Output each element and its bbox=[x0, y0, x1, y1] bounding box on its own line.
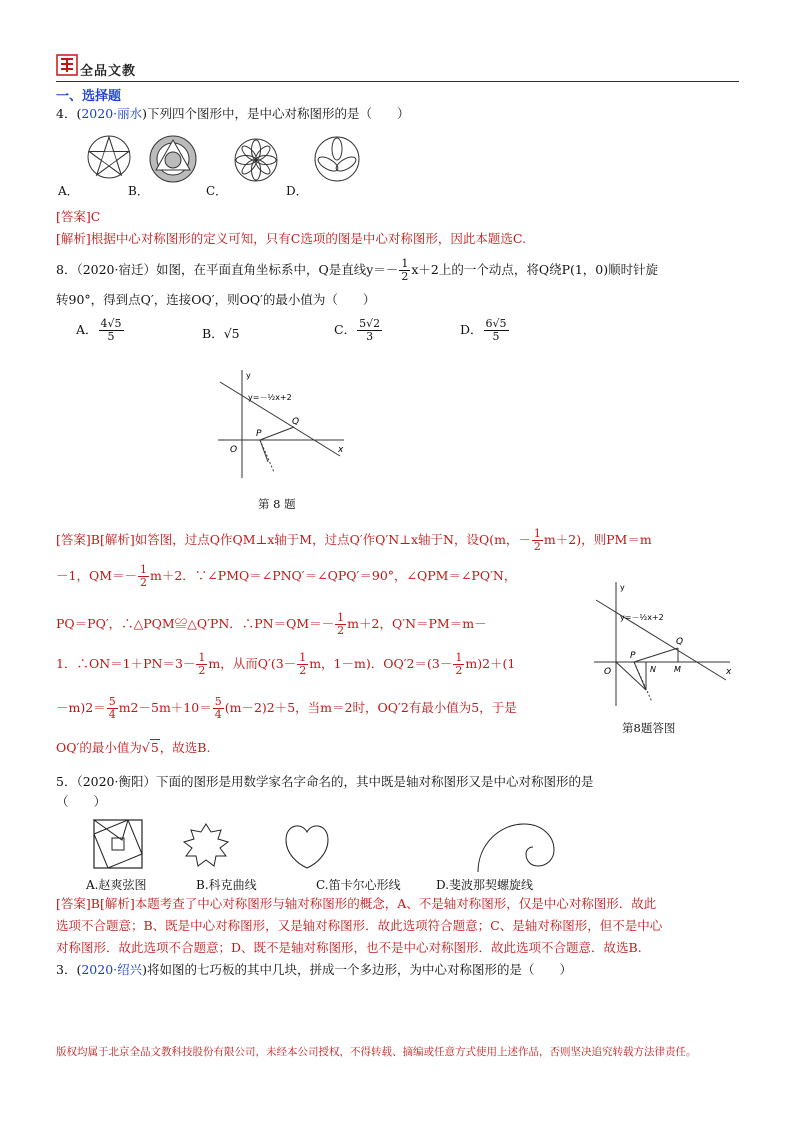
q8-solution-line1: [答案]B[解析]如答图，过点Q作QM⊥x轴于M，过点Q′作Q′N⊥x轴于N，设Q(m，－ $\frac{1}{2}$ m＋2)，则PM＝m bbox=[56, 527, 652, 553]
q8-solution-line5: －m)2＝ $\frac{5}{4}$ m2－5m＋10＝ $\frac{5}{4}$ (m－2)2＋5，当m＝2时，OQ′2有最小值为5，于是 bbox=[56, 695, 517, 721]
q5-option-a-zhao-shuang-figure bbox=[92, 818, 144, 870]
q8-solution-line2: －1，QM＝－ $\frac{1}{2}$ m＋2．∵∠PMQ＝∠PNQ′＝∠QPQ′＝90°，∠QPM＝∠PQ′N， bbox=[56, 563, 517, 589]
fig2-m-label: M bbox=[674, 665, 681, 674]
q8-solution-line3: PQ＝PQ′，∴△PQM≌△Q′PN．∴PN＝QM＝－ $\frac{1}{2}$ m＋2，Q′N＝PM＝m－ bbox=[56, 611, 487, 637]
q4-option-c-label: C． bbox=[206, 184, 228, 198]
fig-line-equation: y=－½x+2 bbox=[248, 393, 292, 402]
fig-o-label: O bbox=[230, 445, 238, 455]
q8-figure-caption: 第 8 题 bbox=[258, 497, 296, 511]
copyright-footer: 版权均属于北京全品文教科技股份有限公司，未经本公司授权，不得转载、摘编或任意方式使用上述作品，否则坚决追究转载方法律责任。 bbox=[56, 1046, 697, 1058]
q8-option-c: C． $\frac{5√2}{3}$ bbox=[334, 317, 381, 343]
q8-answer-figure-caption: 第8题答图 bbox=[622, 721, 676, 735]
q5-option-c-cardioid-figure bbox=[282, 820, 332, 870]
q4-answer: [答案]C bbox=[56, 209, 101, 224]
q8-option-b: B．√5 bbox=[202, 326, 240, 341]
q8-option-a: A． $\frac{4√5}{5}$ bbox=[76, 317, 122, 343]
company-logo-icon bbox=[56, 54, 78, 76]
q8-solution-line4: 1．∴ON＝1＋PN＝3－ $\frac{1}{2}$ m，从而Q′(3－ $\frac{1}{2}$ m，1－m)．OQ′2＝(3－ $\frac{1}{2}$ m)2＋(1 bbox=[56, 651, 516, 677]
q8-option-d: D． $\frac{6√5}{5}$ bbox=[460, 317, 507, 343]
q5-solution-line1: [答案]B[解析]本题考查了中心对称图形与轴对称图形的概念，A、不是轴对称图形，仅是中心对称图形．故此 bbox=[56, 896, 657, 911]
q5-option-b-koch-curve-figure bbox=[176, 822, 236, 870]
q3-stem-line: 3．(2020·绍兴)将如图的七巧板的其中几块，拼成一个多边形，为中心对称图形的是（ ） bbox=[56, 962, 573, 977]
q5-stem: 5．（2020·衡阳）下面的图形是用数学家名字命名的，其中既是轴对称图形又是中心对称图形的是 bbox=[56, 774, 594, 789]
q5-solution-line3: 对称图形．故此选项不合题意；D、既不是轴对称图形，也不是中心对称图形．故此选项不合题意．故选B. bbox=[56, 940, 642, 955]
fig2-n-label: N bbox=[650, 665, 656, 674]
fig2-y-label: y bbox=[620, 583, 625, 592]
q4-option-b-triangle-figure bbox=[148, 134, 198, 184]
q4-option-a-label: A． bbox=[58, 184, 79, 198]
fig2-p-label: P bbox=[630, 651, 636, 661]
q8-coordinate-figure bbox=[214, 366, 364, 482]
fig-x-label: x bbox=[338, 445, 344, 455]
q4-option-d-trefoil-figure bbox=[312, 134, 362, 184]
q8-solution-line6: OQ′的最小值为√5，故选B. bbox=[56, 740, 211, 755]
brand-name: 全品文教 bbox=[80, 64, 137, 79]
q8-stem-line2: 转90°，得到点Q′，连接OQ′，则OQ′的最小值为（ ） bbox=[56, 292, 376, 307]
q4-option-c-flower-figure bbox=[232, 136, 280, 184]
q5-option-d-caption: D.斐波那契螺旋线 bbox=[436, 878, 534, 892]
fig2-o-label: O bbox=[604, 667, 612, 677]
q5-option-d-fibonacci-spiral-figure bbox=[472, 820, 558, 874]
q4-option-a-star-figure bbox=[86, 134, 132, 180]
q8-answer-figure bbox=[590, 578, 738, 710]
q4-option-d-label: D． bbox=[286, 184, 308, 198]
q4-stem-line: 4．(2020·丽水)下列四个图形中，是中心对称图形的是（ ） bbox=[56, 106, 410, 121]
fig-q-label: Q bbox=[292, 417, 300, 427]
q5-paren: （ ） bbox=[56, 794, 107, 809]
q5-solution-line2: 选项不合题意；B、既是中心对称图形，又是轴对称图形．故此选项符合题意；C、是轴对称图形，但不是中心 bbox=[56, 918, 663, 933]
q5-option-b-caption: B.科克曲线 bbox=[196, 878, 257, 892]
q5-option-a-caption: A.赵爽弦图 bbox=[86, 878, 147, 892]
q4-option-b-label: B． bbox=[128, 184, 149, 198]
fig-y-label: y bbox=[246, 371, 251, 380]
header-divider bbox=[56, 81, 739, 82]
section-title: 一、选择题 bbox=[56, 89, 122, 104]
q5-option-c-caption: C.笛卡尔心形线 bbox=[316, 878, 401, 892]
fig2-x-label: x bbox=[726, 667, 732, 677]
q4-analysis: [解析]根据中心对称图形的定义可知，只有C选项的图是中心对称图形，因此本题选C. bbox=[56, 231, 526, 246]
fig-p-label: P bbox=[256, 429, 262, 439]
fig2-line-equation: y=－½x+2 bbox=[620, 613, 664, 622]
q8-stem-line1: 8．（2020·宿迁）如图，在平面直角坐标系中，Q是直线y＝－ $\frac{1}{2}$ x＋2上的一个动点，将Q绕P(1，0)顺时针旋 bbox=[56, 257, 659, 283]
fig2-q-label: Q bbox=[676, 637, 684, 647]
